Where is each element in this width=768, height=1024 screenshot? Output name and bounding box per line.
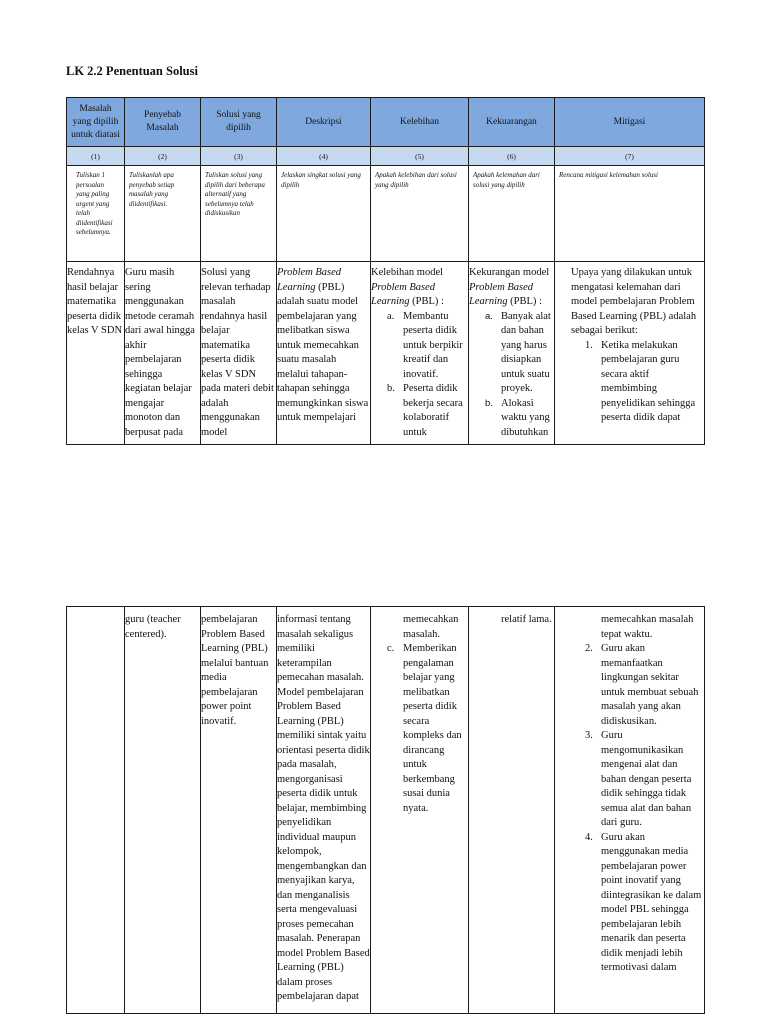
cell-kekurangan (469, 262, 555, 445)
list-item-text: Peserta didik bekerja secara kolaboratif untuk (403, 383, 463, 438)
header-kelebihan: Kelebihan (371, 98, 469, 147)
document-title: LK 2.2 Penentuan Solusi (66, 64, 198, 78)
cell-solusi: Solusi yang relevan terhadap masalah rendahnya hasil belajar matematika peserta didik kelas V SDN pada materi debit adalah menggunakan model (201, 262, 277, 445)
cell-penyebab: Guru masih sering menggunakan metode ceramah dari awal hingga akhir pembelajaran sehingga kegiatan belajar mengajar monoton dan berpusat pada (125, 262, 201, 445)
list-item (371, 310, 468, 383)
kekurangan-intro-emphasis: Problem Based Learning (469, 281, 534, 307)
column-number: (4) (277, 147, 371, 166)
number-row (67, 147, 705, 166)
deskripsi-text: (PBL) adalah suatu model pembelajaran yang melibatkan siswa untuk memecahkan suatu masalah melalui tahapan-tahapan sehingga memungkinkan siswa untuk mempelajari (277, 281, 369, 423)
list-item-text: Alokasi waktu yang dibutuhkan (501, 397, 550, 438)
mitigasi-list (555, 642, 704, 976)
list-marker: b. (485, 397, 493, 409)
list-marker: 1. (585, 339, 593, 351)
list-item (555, 642, 704, 729)
content-row (67, 262, 705, 445)
list-item (371, 382, 468, 440)
kelebihan-intro-emphasis: Problem Based Learning (371, 281, 436, 307)
column-number: (7) (555, 147, 705, 166)
column-number: (3) (201, 147, 277, 166)
list-marker: 2. (585, 643, 593, 654)
kelebihan-continued: memecahkan masalah. (403, 614, 459, 640)
list-item-text: Guru akan memanfaatkan lingkungan sekitar untuk membuat sebuah masalah yang akan didiskusikan. (601, 643, 699, 727)
instruction-cell: Jelaskan singkat solusi yang dipilih (277, 166, 371, 262)
kekurangan-intro (469, 266, 554, 310)
header-mitigasi: Mitigasi (555, 98, 705, 147)
cell-kekurangan (469, 607, 555, 1014)
cell-penyebab: guru (teacher centered). (125, 607, 201, 1014)
cell-masalah (67, 607, 125, 1014)
kelebihan-list (371, 310, 468, 441)
kekurangan-list (469, 310, 554, 441)
instruction-cell: Tuliskan 1 persoalan yang paling urgent yang telah diidentifikasi sebelumnya. (67, 166, 125, 262)
column-number: (5) (371, 147, 469, 166)
kekurangan-continued: relatif lama. (501, 614, 552, 625)
list-item-text: Guru akan menggunakan media pembelajaran power point inovatif yang diintegrasikan ke dalam model PBL sehingga pembelajaran lebih menarik dan peserta didik menjadi lebih termotivasi dalam (601, 831, 702, 973)
cell-masalah: Rendahnya hasil belajar matematika peserta didik kelas V SDN (67, 262, 125, 445)
content-row-continued (67, 607, 705, 1014)
instruction-cell: Rencana mitigasi kelemahan solusi (555, 166, 705, 262)
list-marker: a. (387, 310, 395, 322)
list-item (555, 831, 704, 976)
instruction-cell: Apakah kelemahan dari solusi yang dipilih (469, 166, 555, 262)
list-item (469, 310, 554, 397)
header-deskripsi: Deskripsi (277, 98, 371, 147)
kelebihan-intro (371, 266, 468, 310)
header-kekurangan: Kekuarangan (469, 98, 555, 147)
kelebihan-intro-suffix: (PBL) : (409, 296, 444, 307)
list-item-text: Ketika melakukan pembelajaran guru secara aktif membimbing penyelidikan sehingga peserta didik dapat (601, 339, 696, 423)
cell-solusi: pembelajaran Problem Based Learning (PBL) melalui bantuan media pembelajaran power point inovatif. (201, 607, 277, 1014)
instruction-cell: Tuliskan solusi yang dipilih dari beberapa alternatif yang sebelumnya telah didiskusikan (201, 166, 277, 262)
column-number: (1) (67, 147, 125, 166)
solution-table-part-1 (66, 97, 705, 445)
kekurangan-intro-text: Kekurangan model (469, 267, 550, 278)
list-marker: 4. (585, 831, 593, 843)
list-marker: c. (387, 643, 395, 654)
header-masalah: Masalah yang dipilih untuk diatasi (67, 98, 125, 147)
cell-deskripsi (277, 262, 371, 445)
kelebihan-intro-text: Kelebihan model (371, 267, 444, 278)
list-item (555, 339, 704, 426)
list-item-text: Banyak alat dan bahan yang harus disiapkan untuk suatu proyek. (501, 310, 551, 394)
header-row (67, 98, 705, 147)
cell-deskripsi: informasi tentang masalah sekaligus memiliki keterampilan pemecahan masalah. Model pembelajaran Problem Based Learning (PBL) memiliki sintak yaitu orientasi peserta didik pada masalah, mengorganisasi peserta didik untuk belajar, membimbing penyelidikan individual maupun kelompok, mengembangkan dan menyajikan karya, dan menganalisis serta mengevaluasi proses pemecahan masalah. Penerapan model Problem Based Learning (PBL) dalam proses pembelajaran dapat (277, 607, 371, 1014)
list-item-text: Membantu peserta didik untuk berpikir kreatif dan inovatif. (403, 310, 463, 380)
list-item (469, 397, 554, 441)
kelebihan-list (371, 642, 468, 816)
mitigasi-continued: memecahkan masalah tepat waktu. (601, 614, 694, 640)
deskripsi-emphasis: Problem Based Learning (277, 267, 342, 293)
mitigasi-intro: Upaya yang dilakukan untuk mengatasi kelemahan dari model pembelajaran Problem Based Learning (PBL) adalah sebagai berikut: (571, 267, 697, 336)
mitigasi-list (555, 339, 704, 426)
header-penyebab: Penyebab Masalah (125, 98, 201, 147)
list-marker: b. (387, 383, 395, 394)
column-number: (6) (469, 147, 555, 166)
list-marker: a. (485, 310, 493, 322)
instruction-row (67, 166, 705, 262)
cell-kelebihan (371, 262, 469, 445)
list-marker: 3. (585, 730, 593, 741)
list-item-text: Memberikan pengalaman belajar yang melibatkan peserta didik secara kompleks dan dirancang untuk berkembang susai dunia nyata. (403, 643, 462, 814)
column-number: (2) (125, 147, 201, 166)
cell-kelebihan (371, 607, 469, 1014)
list-item-text: Guru mengomunikasikan mengenai alat dan bahan dengan peserta didik sehingga tidak semua alat dan bahan dari guru. (601, 730, 692, 828)
instruction-cell: Apakah kelebihan dari solusi yang dipilih (371, 166, 469, 262)
cell-mitigasi (555, 262, 705, 445)
cell-mitigasi (555, 607, 705, 1014)
solution-table-part-2 (66, 606, 705, 1014)
instruction-cell: Tuliskanlah apa penyebab setiap masalah yang diidentifikasi. (125, 166, 201, 262)
header-solusi: Solusi yang dipilih (201, 98, 277, 147)
list-item (555, 729, 704, 831)
kekurangan-intro-suffix: (PBL) : (507, 296, 542, 307)
list-item (371, 642, 468, 816)
